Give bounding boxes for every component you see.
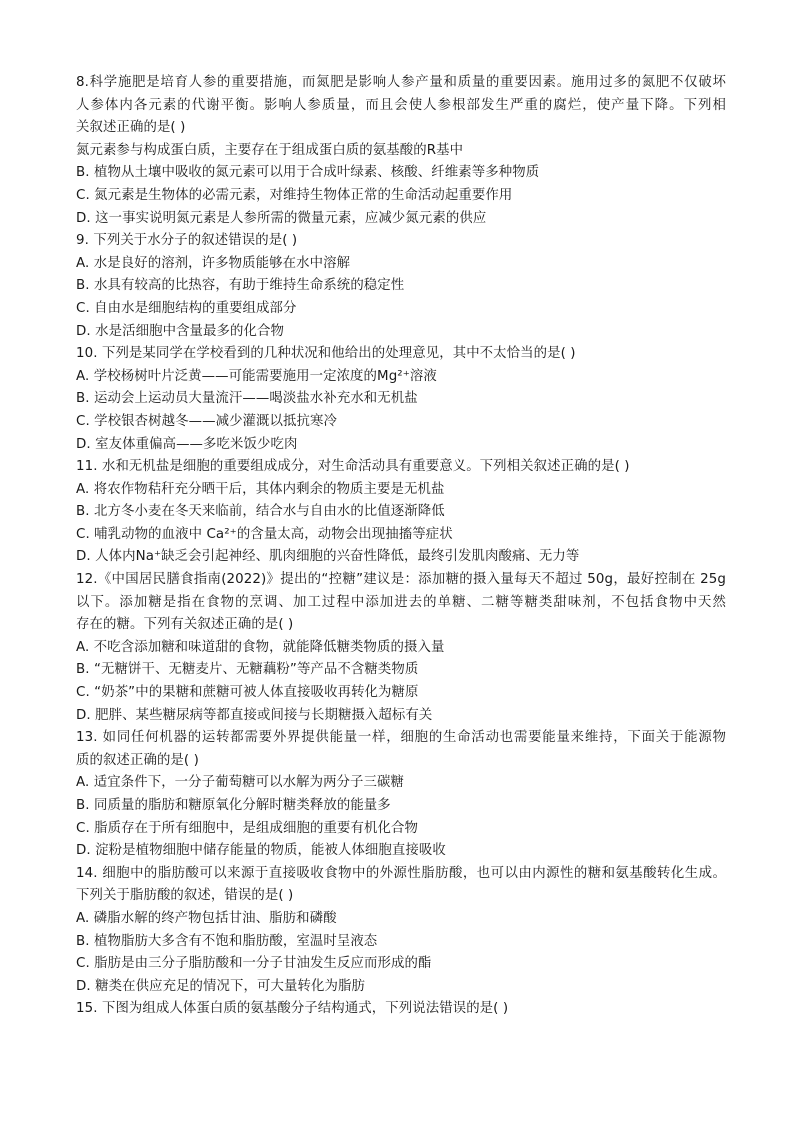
option-c: C. 氮元素是生物体的必需元素，对维持生物体正常的生命活动起重要作用 <box>76 187 513 203</box>
question-stem-line: 存在的糖。下列有关叙述正确的是( ) <box>76 617 294 633</box>
question-15 <box>76 998 726 1021</box>
question-stem-line: 10. 下列是某同学在学校看到的几种状况和他给出的处理意见，其中不太恰当的是( ) <box>76 346 576 362</box>
option-b: B. 北方冬小麦在冬天来临前，结合水与自由水的比值逐渐降低 <box>76 504 445 520</box>
question-stem-line: 9. 下列关于水分子的叙述错误的是( ) <box>76 233 298 249</box>
option-a: A. 适宜条件下，一分子葡萄糖可以水解为两分子三碳糖 <box>76 775 405 791</box>
option-c: C. “奶茶”中的果糖和蔗糖可被人体直接吸收再转化为糖原 <box>76 685 419 701</box>
option-b: B. 运动会上运动员大量流汗——喝淡盐水补充水和无机盐 <box>76 391 418 407</box>
question-8 <box>76 72 726 230</box>
question-11 <box>76 456 726 569</box>
option-b: B. “无糖饼干、无糖麦片、无糖藕粉”等产品不含糖类物质 <box>76 662 419 678</box>
exam-page <box>76 72 726 1021</box>
option-d: D. 肥胖、某些糖尿病等都直接或间接与长期糖摄入超标有关 <box>76 707 433 723</box>
option-c: C. 脂肪是由三分子脂肪酸和一分子甘油发生反应而形成的酯 <box>76 956 432 972</box>
question-stem-line: 人参体内各元素的代谢平衡。影响人参质量，而且会使人参根部发生严重的腐烂，使产量下降。下列相 <box>76 97 726 113</box>
option-d: D. 室友体重偏高——多吃米饭少吃肉 <box>76 436 298 452</box>
question-stem-line: 质的叙述正确的是( ) <box>76 752 199 768</box>
question-stem-line: 14. 细胞中的脂肪酸可以来源于直接吸收食物中的外源性脂肪酸，也可以由内源性的糖和氨基酸转化生成。 <box>76 865 726 881</box>
option-d: D. 糖类在供应充足的情况下，可大量转化为脂肪 <box>76 978 365 994</box>
option-c: C. 自由水是细胞结构的重要组成部分 <box>76 300 297 316</box>
option-a: A. 磷脂水解的终产物包括甘油、脂肪和磷酸 <box>76 910 337 926</box>
option-c: C. 脂质存在于所有细胞中，是组成细胞的重要有机化合物 <box>76 820 418 836</box>
option-d: D. 淀粉是植物细胞中储存能量的物质，能被人体细胞直接吸收 <box>76 843 446 859</box>
option-d: D. 这一事实说明氮元素是人参所需的微量元素，应减少氮元素的供应 <box>76 210 487 226</box>
option-a: A. 将农作物秸秆充分晒干后，其体内剩余的物质主要是无机盐 <box>76 481 445 497</box>
question-10 <box>76 343 726 456</box>
question-stem-line: 15. 下图为组成人体蛋白质的氨基酸分子结构通式，下列说法错误的是( ) <box>76 1001 509 1017</box>
option-b: B. 植物从土壤中吸收的氮元素可以用于合成叶绿素、核酸、纤维素等多种物质 <box>76 165 540 181</box>
option-d: D. 人体内Na⁺缺乏会引起神经、肌肉细胞的兴奋性降低，最终引发肌肉酸痛、无力等 <box>76 549 580 565</box>
option-c: C. 学校银杏树越冬——减少灌溉以抵抗寒冷 <box>76 413 337 429</box>
option-c: C. 哺乳动物的血液中 Ca²⁺的含量太高，动物会出现抽搐等症状 <box>76 526 453 542</box>
option-d: D. 水是活细胞中含量最多的化合物 <box>76 323 284 339</box>
option-b: B. 植物脂肪大多含有不饱和脂肪酸，室温时呈液态 <box>76 933 378 949</box>
question-stem-line: 关叙述正确的是( ) <box>76 120 186 136</box>
question-14 <box>76 863 726 999</box>
question-stem-line: 下列关于脂肪酸的叙述，错误的是( ) <box>76 888 294 904</box>
option-a: 氮元素参与构成蛋白质，主要存在于组成蛋白质的氨基酸的R基中 <box>76 142 464 158</box>
question-13 <box>76 727 726 863</box>
question-stem-line: 13. 如同任何机器的运转都需要外界提供能量一样，细胞的生命活动也需要能量来维持，下面关于能源物 <box>76 730 726 746</box>
option-b: B. 同质量的脂肪和糖原氧化分解时糖类释放的能量多 <box>76 798 391 813</box>
question-stem-line: 8.科学施肥是培育人参的重要措施，而氮肥是影响人参产量和质量的重要因素。施用过多的氮肥不仅破坏 <box>76 75 726 90</box>
option-b: B. 水具有较高的比热容，有助于维持生命系统的稳定性 <box>76 278 405 294</box>
question-stem-line: 11. 水和无机盐是细胞的重要组成成分，对生命活动具有重要意义。下列相关叙述正确的是( ) <box>76 459 630 475</box>
question-12 <box>76 569 726 727</box>
option-a: A. 学校杨树叶片泛黄——可能需要施用一定浓度的Mg²⁺溶液 <box>76 368 437 384</box>
question-stem-line: 以下。添加糖是指在食物的烹调、加工过程中添加进去的单糖、二糖等糖类甜味剂，不包括食物中天然 <box>76 594 726 610</box>
option-a: A. 水是良好的溶剂，许多物质能够在水中溶解 <box>76 255 351 271</box>
question-stem-line: 12.《中国居民膳食指南(2022)》提出的“控糖”建议是：添加糖的摄入量每天不超过 50g，最好控制在 25g <box>76 572 726 588</box>
question-9 <box>76 230 726 343</box>
option-a: A. 不吃含添加糖和味道甜的食物，就能降低糖类物质的摄入量 <box>76 639 445 655</box>
